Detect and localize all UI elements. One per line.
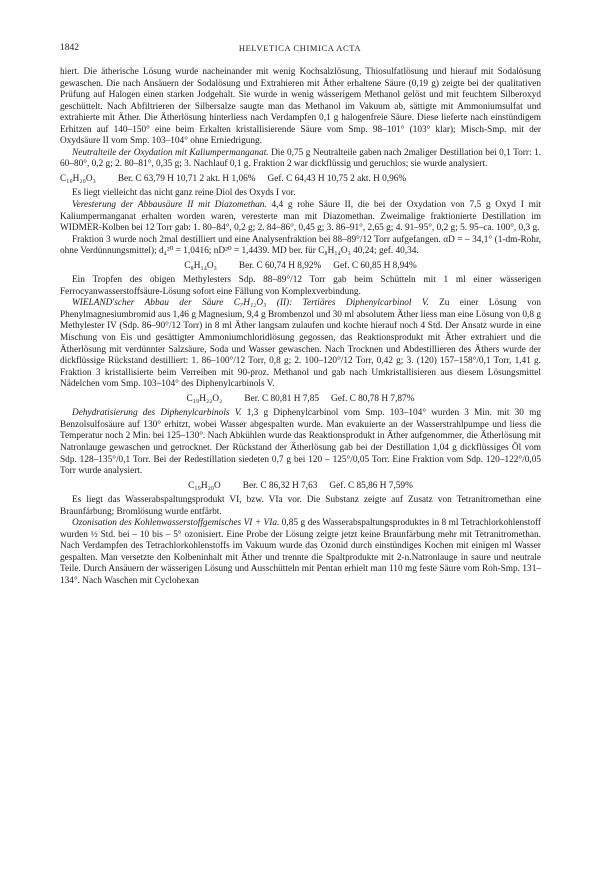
paragraph-text: 0,85 g des Wasserabspaltungsproduktes in 8 ml Tetrachlorkohlenstoff wurden ½ Std. bei – 10 bis – 5° ozonisiert. Eine Probe der Lösung zeigte jetzt keine Braunfärbung mehr mit Tetranitromethan. Nach Verdampfen des Tetrachlorkohlenstoffs im Vakuum wurde das Ozonid durch einstündiges Kochen mit einigen ml Wasser gespalten. Man versetzte den Kolbeninhalt mit Äther und trennte die Spaltprodukte mit 2-n.Natronlauge in saure und neutrale Teile. Durch Ansäuern der wässerigen Lösung und Ausschütteln mit Pentan erhielt man 110 mg feste Säure vom Roh-Smp. 131–134°. Nach Waschen mit Cyclohexan	[60, 518, 541, 586]
paragraph-text: hiert. Die ätherische Lösung wurde nacheinander mit wenig Kochsalzlösung, Thiosulfatlösung und hierauf mit Sodalösung gewaschen. Die nach Ansäuern der Sodalösung und Extrahieren mit Äther erhaltene Säure (0,19 g) zeigte bei der qualitativen Prüfung auf Halogen einen starken Jodgehalt. Sie wurde in wenig wässerigem Methanol gelöst und mit feuchtem Silberoxyd geschüttelt. Nach Abfiltrieren der Silbersalze saugte man das Methanol im Vakuum ab, sättigte mit Ammoniumsulfat und extrahierte mit Äther. Die Ätherlösung hinterliess nach Verdampfen 0,1 g halogenfreie Säure. Diese lieferte nach einstündigem Erhitzen auf 140–150° eine beim Erkalten kristallisierende Säure vom Smp. 98–101° (103° klar); Misch-Smp. mit der Oxydsäure II vom Smp. 103–104° ohne Erniedrigung.	[60, 67, 541, 147]
paragraph	[60, 518, 541, 587]
paragraph	[60, 200, 541, 235]
elemental-analysis	[60, 261, 541, 273]
paragraph	[60, 188, 541, 200]
paragraph	[60, 235, 541, 258]
elemental-analysis	[60, 394, 541, 406]
section-lead: Neutralteile der Oxydation mit Kaliumpermanganat.	[72, 147, 269, 158]
paragraph-text: Ein Tropfen des obigen Methylesters Sdp. 88–89°/12 Torr gab beim Schütteln mit 1 ml einer wässerigen Ferrocyanwasserstoffsäure-Lösung sofort eine Fällung von Komplexverbindung.	[60, 275, 541, 297]
paragraph	[60, 275, 541, 298]
paragraph-text: 4,4 g rohe Säure II, die bei der Oxydation von 7,5 g Oxyd I mit Kaliumpermanganat erhalten worden waren, veresterte man mit Diazomethan. Zweimalige fraktionierte Destillation im WIDMER-Kolben bei 12 Torr gab: 1. 80–84°, 0,2 g; 2. 84–86°, 0,45 g; 3. 86–91°, 2,65 g; 4. 91–95°, 0,2 g; 5. 95–ca. 100°, 0,3 g.	[60, 200, 541, 234]
analysis-formula: C₈H₁₄O₃	[184, 260, 217, 271]
analysis-calculated: Ber. C 60,74 H 8,92%	[238, 260, 322, 271]
paragraph	[60, 67, 541, 148]
analysis-found: Gef. C 60,85 H 8,94%	[333, 260, 417, 271]
page-header	[60, 43, 540, 57]
article-body	[60, 67, 541, 588]
running-title: HELVETICA CHIMICA ACTA	[238, 43, 362, 53]
paragraph-text: Es liegt das Wasserabspaltungsprodukt VI, bzw. VIa vor. Die Substanz zeigte auf Zusatz von Tetranitromethan eine Braunfärbung; Bromlösung wurde entfärbt.	[60, 495, 541, 517]
analysis-found: Gef. C 80,78 H 7,87%	[331, 393, 415, 404]
paragraph	[60, 298, 541, 390]
paragraph-text: 1,3 g Diphenylcarbinol vom Smp. 103–104° wurden 3 Min. mit 30 mg Benzolsulfosäure auf 130° erhitzt, wobei Wasser abgespalten wurde. Man evakuierte an der Wasserstrahlpumpe und liess die Temperatur noch 2 Min. bei 125–130°. Nach Abkühlen wurde das Reaktionsprodukt in Äther aufgenommer, die Ätherlösung mit Natronlauge gewaschen und getrocknet. Der Rückstand der Ätherlösung gab bei der Destillation 1,04 g dickflüssiges Öl vom Sdp. 128–135°/0,1 Torr. Bei der Redestillation siedeten 0,7 g bei 120 – 125°/0,05 Torr. Eine Fraktion vom Sdp. 120–122°/0,05 Torr wurde analysiert.	[60, 408, 541, 477]
section-lead: Veresterung der Abbausäure II mit Diazomethan.	[72, 200, 267, 211]
paragraph-text: Zu einer Lösung von Phenylmagnesiumbromid aus 1,46 g Magnesium, 9,4 g Brombenzol und 30 ml absolutem Äther liess man eine Lösung von 0,8 g Methylester IV (Sdp. 86–90°/12 Torr) in 8 ml Äther langsam zulaufen und kochte hierauf noch 4 Std. Der Ansatz wurde in eine Mischung von Eis und gesättigter Ammoniumchloridlösung gegossen, das Reaktionsprodukt mit Äther extrahiert und die Ätherlösung mit verdünnter Salzsäure, Soda und Wasser gewaschen. Nach Trocknen und Abdestillieren des Äthers wurde der dickflüssige Rückstand destilliert: 1. 86–100°/12 Torr, 0,8 g; 2. 100–120°/12 Torr, 0,42 g; 3. (120) 157–158°/0,1 Torr, 1,41 g. Fraktion 3 kristallisierte beim Verreiben mit 90-proz. Methanol und gab nach Umkristallisieren aus diesem Lösungsmittel Nädelchen vom Smp. 103–104° des Diphenylcarbinols V.	[60, 298, 541, 390]
paragraph-text: Die 0,75 g Neutralteile gaben nach 2maliger Destillation bei 0,1 Torr: 1. 60–80°, 0,2 g; 2. 80–81°, 0,35 g; 3. Nachlauf 0,1 g. Fraktion 2 war dickflüssig und geruchlos; sie wurde analysiert.	[60, 147, 541, 170]
elemental-analysis	[60, 174, 541, 186]
paragraph	[60, 408, 541, 477]
section-lead: Ozonisation des Kohlenwasserstoffgemisches VI + VIa.	[72, 518, 280, 529]
analysis-calculated: Ber. C 86,32 H 7,63	[242, 480, 318, 491]
paragraph	[60, 148, 541, 171]
paragraph-text: Es liegt vielleicht das nicht ganz reine Diol des Oxyds I vor.	[72, 188, 296, 199]
page-number: 1842	[60, 43, 79, 53]
analysis-calculated: Ber. C 80,81 H 7,85	[244, 393, 320, 404]
paragraph	[60, 495, 541, 518]
analysis-found: Gef. C 85,86 H 7,59%	[329, 480, 413, 491]
paragraph-text: Fraktion 3 wurde noch 2mal destilliert und eine Analysenfraktion bei 88–89°/12 Torr aufgefangen. αD = – 34,1° (1-dm-Rohr, ohne Verdünnungsmittel); d₄²⁰ = 1,0416; nD²⁰ = 1,4439. MD ber. für C₈H₁₄O₃ 40,24; gef. 40,34.	[60, 234, 541, 257]
analysis-formula: C₁₀H₂₀O₃	[60, 173, 96, 184]
section-lead: Dehydratisierung des Diphenylcarbinols V.	[72, 408, 242, 419]
analysis-formula: C₁₉H₂₂O₂	[186, 393, 223, 404]
elemental-analysis	[60, 481, 541, 493]
section-lead: WIELAND'scher Abbau der Säure C₇H₁₂O₃ (II): Tertiäres Diphenylcarbinol V.	[72, 298, 429, 309]
analysis-found: Gef. C 64,43 H 10,75 2 akt. H 0,96%	[267, 173, 407, 184]
analysis-formula: C₁₉H₂₀O	[188, 480, 221, 491]
analysis-calculated: Ber. C 63,79 H 10,71 2 akt. H 1,06%	[117, 173, 256, 184]
